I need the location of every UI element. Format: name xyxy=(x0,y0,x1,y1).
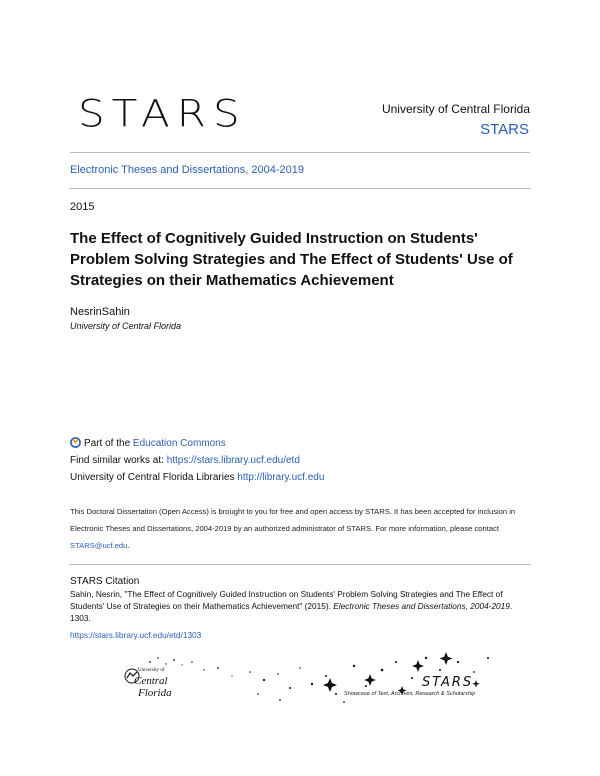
stars-footer-logo xyxy=(344,665,494,705)
notice-end: . xyxy=(127,541,130,550)
publication-year: 2015 xyxy=(70,201,95,213)
open-access-notice xyxy=(70,503,535,554)
part-of-line xyxy=(70,437,226,451)
citation-body: Sahin, Nesrin, "The Effect of Cognitively Guided Instruction on Students' Problem Solving Strategies and The Effect of Students' Use of Strategies on their Mathematics Achievement" (2015). xyxy=(70,589,503,611)
ucf-logo xyxy=(124,668,194,702)
education-commons-link[interactable]: Education Commons xyxy=(132,438,226,449)
ucf-line2: Central xyxy=(134,675,168,687)
citation-text xyxy=(70,588,535,624)
citation-number: . 1303. xyxy=(70,601,513,623)
collection-link[interactable]: Electronic Theses and Dissertations, 2004-2019 xyxy=(70,164,304,176)
citation-journal: Electronic Theses and Dissertations, 2004-2019 xyxy=(333,601,510,611)
similar-works-line xyxy=(70,455,300,466)
ucf-line3: Florida xyxy=(138,687,172,699)
university-name: University of Central Florida xyxy=(381,102,530,116)
document-title: The Effect of Cognitively Guided Instruction on Students' Problem Solving Strategies and The Effect of Students' Use of Strategies on their Mathematics Achievement xyxy=(70,230,513,289)
similar-prefix: Find similar works at: xyxy=(70,455,164,466)
divider xyxy=(70,152,530,153)
libraries-link[interactable]: http://library.ucf.edu xyxy=(237,472,325,483)
divider xyxy=(70,564,530,565)
ucf-line1: University of xyxy=(138,668,165,673)
libraries-prefix: University of Central Florida Libraries xyxy=(70,472,235,483)
footer-stars-tagline: Showcase of Text, Archives, Research & Scholarship xyxy=(344,691,476,697)
footer-stars-word: STARS xyxy=(422,675,474,690)
citation-heading: STARS Citation xyxy=(70,576,140,587)
stars-logo: STARS xyxy=(78,92,247,136)
open-access-icon xyxy=(70,437,81,451)
author-name: NesrinSahin xyxy=(70,306,130,318)
author-affiliation: University of Central Florida xyxy=(70,321,182,331)
stars-repository-link[interactable]: STARS xyxy=(480,121,529,138)
notice-text: This Doctoral Dissertation (Open Access) is brought to you for free and open access by STARS. It has been accepted for inclusion in Electronic Theses and Dissertations, 2004-2019 by an authorized administrator of STARS. For more information, please contact xyxy=(70,507,516,533)
part-of-prefix: Part of the xyxy=(84,438,131,449)
similar-works-link[interactable]: https://stars.library.ucf.edu/etd xyxy=(166,455,300,466)
libraries-line xyxy=(70,472,324,483)
divider xyxy=(70,188,530,189)
contact-email-link[interactable]: STARS@ucf.edu xyxy=(70,541,128,550)
citation-url-link[interactable]: https://stars.library.ucf.edu/etd/1303 xyxy=(70,630,202,640)
